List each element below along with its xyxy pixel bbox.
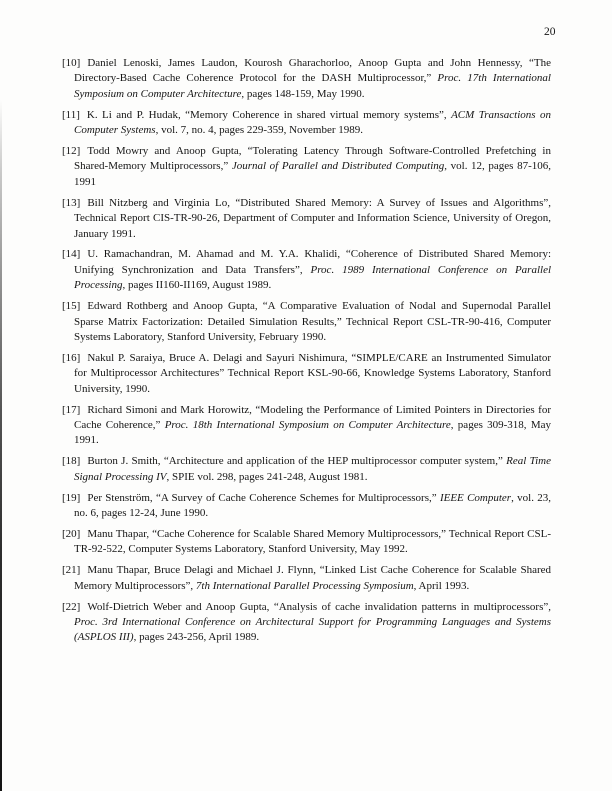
reference-item bbox=[62, 247, 551, 293]
reference-item bbox=[62, 351, 551, 397]
reference-venue: Proc. 1989 International Conference on Parallel Processing bbox=[74, 263, 552, 292]
scan-artifact-left-edge bbox=[0, 100, 2, 791]
reference-text: , pages 148-159, May 1990. bbox=[241, 87, 365, 100]
reference-text: Wolf-Dietrich Weber and Anoop Gupta, “Analysis of cache invalidation patterns in multiprocessors”, bbox=[87, 600, 551, 613]
reference-label: [11] bbox=[62, 108, 80, 121]
reference-text: Richard Simoni and Mark Horowitz, “Modeling the Performance of Limited Pointers in Directories for Cache Coherence,” bbox=[74, 403, 551, 432]
reference-label: [14] bbox=[62, 248, 81, 261]
reference-label: [12] bbox=[62, 145, 81, 158]
reference-text: , pages II160-II169, August 1989. bbox=[122, 279, 272, 292]
reference-text: Bill Nitzberg and Virginia Lo, “Distributed Shared Memory: A Survey of Issues and Algorithms”, Technical Report CIS-TR-90-26, Department of Computer and Information Science, University of Oregon, January 1991. bbox=[74, 196, 551, 240]
reference-text: U. Ramachandran, M. Ahamad and M. Y.A. Khalidi, “Coherence of Distributed Shared Memory: Unifying Synchronization and Data Transfers”, bbox=[74, 248, 551, 276]
reference-text: , pages 309-318, May 1991. bbox=[74, 419, 551, 447]
reference-item bbox=[62, 196, 551, 242]
reference-item bbox=[62, 454, 551, 485]
references-list bbox=[62, 56, 551, 651]
reference-label: [17] bbox=[62, 403, 81, 416]
reference-text: Daniel Lenoski, James Laudon, Kourosh Gharachorloo, Anoop Gupta and John Hennessy, “The Directory-Based Cache Coherence Protocol for the DASH Multiprocessor,” bbox=[74, 57, 551, 85]
reference-label: [21] bbox=[62, 564, 81, 577]
reference-text: K. Li and P. Hudak, “Memory Coherence in shared virtual memory systems”, bbox=[86, 108, 452, 121]
reference-item bbox=[62, 403, 551, 449]
reference-text: Nakul P. Saraiya, Bruce A. Delagi and Sayuri Nishimura, “SIMPLE/CARE an Instrumented Simulator for Multiprocessor Architectures” Technical Report KSL-90-66, Knowledge Systems Laboratory, Stanford University, 1990. bbox=[74, 351, 551, 395]
reference-text: Burton J. Smith, “Architecture and application of the HEP multiprocessor computer system,” bbox=[87, 455, 507, 468]
page-number: 20 bbox=[544, 26, 556, 38]
reference-text: Todd Mowry and Anoop Gupta, “Tolerating Latency Through Software-Controlled Prefetching in Shared-Memory Multiprocessors,” bbox=[74, 145, 551, 173]
reference-item bbox=[62, 299, 551, 345]
reference-label: [20] bbox=[62, 527, 81, 540]
reference-text: Per Stenström, “A Survey of Cache Coherence Schemes for Multiprocessors,” bbox=[87, 491, 440, 504]
reference-item bbox=[62, 527, 551, 558]
reference-item bbox=[62, 600, 551, 646]
reference-item bbox=[62, 563, 551, 594]
reference-venue: Proc. 17th International Symposium on Computer Architecture bbox=[74, 72, 551, 100]
reference-text: , vol. 7, no. 4, pages 229-359, November 1989. bbox=[155, 124, 364, 137]
reference-item bbox=[62, 491, 551, 522]
reference-venue: IEEE Computer bbox=[439, 491, 512, 504]
reference-venue: 7th International Parallel Processing Symposium bbox=[195, 579, 414, 592]
reference-item bbox=[62, 144, 551, 190]
reference-text: , SPIE vol. 298, pages 241-248, August 1981. bbox=[166, 470, 368, 483]
reference-text: , April 1993. bbox=[413, 579, 470, 592]
reference-venue: Journal of Parallel and Distributed Computing bbox=[231, 160, 445, 173]
reference-label: [19] bbox=[62, 491, 81, 504]
reference-text: , vol. 23, no. 6, pages 12-24, June 1990. bbox=[74, 491, 551, 520]
reference-label: [16] bbox=[62, 351, 81, 364]
reference-text: , pages 243-256, April 1989. bbox=[133, 631, 260, 644]
reference-label: [22] bbox=[62, 600, 81, 613]
reference-label: [10] bbox=[62, 57, 81, 69]
reference-item bbox=[62, 108, 551, 139]
reference-venue: Proc. 18th International Symposium on Computer Architecture bbox=[164, 419, 451, 432]
reference-label: [18] bbox=[62, 455, 81, 468]
reference-label: [15] bbox=[62, 300, 81, 313]
reference-venue: Real Time Signal Processing IV bbox=[74, 455, 551, 483]
reference-item bbox=[62, 56, 551, 102]
reference-text: Manu Thapar, “Cache Coherence for Scalable Shared Memory Multiprocessors,” Technical Report CSL-TR-92-522, Computer Systems Laboratory, Stanford University, May 1992. bbox=[74, 527, 551, 556]
reference-venue: Proc. 3rd International Conference on Architectural Support for Programming Languages and Systems (ASPLOS III) bbox=[74, 616, 551, 644]
reference-venue: ACM Transactions on Computer Systems bbox=[74, 108, 551, 137]
reference-text: Manu Thapar, Bruce Delagi and Michael J. Flynn, “Linked List Cache Coherence for Scalable Shared Memory Multiprocessors”, bbox=[74, 564, 551, 592]
reference-text: , vol. 12, pages 87-106, 1991 bbox=[74, 160, 551, 188]
reference-label: [13] bbox=[62, 196, 81, 209]
reference-text: Edward Rothberg and Anoop Gupta, “A Comparative Evaluation of Nodal and Supernodal Parallel Sparse Matrix Factorization: Detailed Simulation Results,” Technical Report CSL-TR-90-416, Computer Systems Laboratory, Stanford University, February 1990. bbox=[74, 300, 551, 343]
